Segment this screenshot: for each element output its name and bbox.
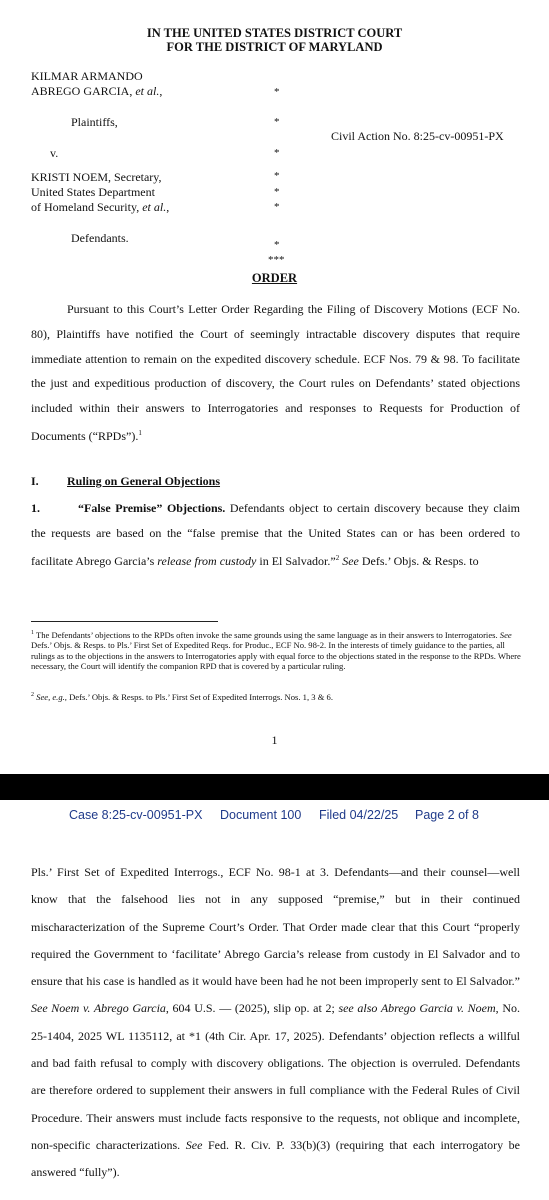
page2-paragraph (31, 859, 520, 1187)
section-heading: Ruling on General Objections (67, 474, 221, 488)
footnote-separator (31, 621, 218, 622)
body-text: Fed. R. Civ. P. 33(b)(3) (requiring that each interrogatory be answered “fully”). (31, 1137, 520, 1180)
footnote-text: Defs.’ Objs. & Resps. to Pls.’ First Set of Expedited Reqs. for Produc., ECF No. 98-2. In the interests of timely guidance to the parties, all rulings as to the objections in the answers to Interrogatories apply with equal force to the objections stated in the response to the RPDs. Where necessary, the Court will identify the companion RPD that is covered by a particular ruling. (31, 640, 521, 672)
footnote-mark: 2 (31, 692, 34, 698)
court-title-line-1: IN THE UNITED STATES DISTRICT COURT (146, 26, 403, 40)
defendant-name-line-3 (31, 200, 169, 214)
item-italic-text: release from custody (157, 553, 257, 568)
caption-star: * (274, 239, 280, 251)
see-signal: See (499, 629, 512, 640)
footnote-2 (31, 690, 521, 702)
see-signal: See (342, 553, 359, 568)
false-premise-paragraph (31, 496, 520, 573)
item-text: Defendants object to certain discovery because they claim the requests are based on the “false premise that the United States can or has been ordered to facilitate Abrego Garcia’s (31, 501, 520, 568)
punct: , (159, 84, 163, 98)
footnote-1 (31, 628, 521, 671)
order-title: ORDER (251, 271, 298, 285)
et-al: et al. (135, 84, 160, 98)
caption-star: * (274, 86, 280, 98)
footnote-text: , Defs.’ Objs. & Resps. to Pls.’ First Set of Expedited Interrogs. Nos. 1, 3 & 6. (64, 691, 333, 702)
intro-text: Pursuant to this Court’s Letter Order Regarding the Filing of Discovery Motions (ECF No. 80), Plaintiffs have notified the Court of seemingly intractable discovery disputes that require immediate attention to remain on the expedited discovery schedule. ECF Nos. 79 & 98. To facilitate the just and expeditious production of discovery, the Court rules on Defendants’ stated objections included within their answers to Interrogatories and responses to Requests for Production of Documents (“RPDs”). (31, 302, 520, 443)
caption-star: * (274, 186, 280, 198)
et-al: et al. (142, 200, 167, 214)
caption-triple-star: *** (268, 254, 285, 266)
header-case-number: Case 8:25-cv-00951-PX (69, 808, 203, 822)
civil-action-number: Civil Action No. 8:25-cv-00951-PX (331, 129, 504, 143)
page-divider (0, 774, 549, 800)
item-text: in El Salvador.” (256, 553, 336, 568)
page-number: 1 (271, 733, 278, 747)
see-signal: See, e.g. (34, 691, 65, 702)
header-page-count: Page 2 of 8 (415, 808, 479, 822)
defendant-name-line-1: KRISTI NOEM, Secretary, (31, 170, 162, 184)
footnote-ref-1: 1 (138, 428, 142, 437)
footnote-ref-2: 2 (335, 553, 340, 562)
versus-label: v. (50, 146, 59, 160)
footnote-mark: 1 (31, 630, 34, 636)
punct: , (166, 200, 170, 214)
header-document-number: Document 100 (220, 808, 302, 822)
item-text: Defs.’ Objs. & Resps. to (358, 553, 479, 568)
footnote-text: The Defendants’ objections to the RPDs often invoke the same grounds using the same language as in their answers to Interrogatories. (34, 629, 500, 640)
body-text: , 604 U.S. — (2025), slip op. at 2; (165, 1001, 339, 1016)
see-signal: See (185, 1137, 203, 1152)
caption-star: * (274, 170, 280, 182)
caption-star: * (274, 116, 280, 128)
defendant-agency: of Homeland Security, (31, 200, 143, 214)
plaintiff-name: ABREGO GARCIA, (31, 84, 136, 98)
plaintiffs-label: Plaintiffs, (71, 115, 118, 129)
citation-italic: see also Abrego Garcia v. Noem (338, 1001, 496, 1016)
caption-star: * (274, 147, 280, 159)
defendants-label: Defendants. (71, 231, 129, 245)
header-filed-date: Filed 04/22/25 (319, 808, 399, 822)
plaintiff-name-line-1: KILMAR ARMANDO (31, 69, 143, 83)
item-heading: “False Premise” Objections. (78, 501, 226, 515)
court-title-line-2: FOR THE DISTRICT OF MARYLAND (166, 40, 383, 54)
plaintiff-name-line-2 (31, 84, 162, 98)
defendant-name-line-2: United States Department (31, 185, 155, 199)
item-number: 1. (31, 501, 40, 515)
section-number: I. (31, 474, 39, 488)
caption-star: * (274, 201, 280, 213)
body-text: Pls.’ First Set of Expedited Interrogs., ECF No. 98-1 at 3. Defendants—and their counsel—well know that the falsehood lies not in any supposed “premise,” but in their continued mischaracterization of the Supreme Court’s Order. That Order made clear that this Court “properly required the Government to ‘facilitate’ Abrego Garcia’s release from custody in El Salvador and to ensure that his case is handled as it would have been had he not been improperly sent to El Salvador.” (31, 865, 520, 989)
body-text: , No. 25-1404, 2025 WL 1135112, at *1 (4th Cir. Apr. 17, 2025). Defendants’ objection reflects a willful and bad faith refusal to comply with discovery obligations. The objection is overruled. Defendants are therefore ordered to supplement their answers in full compliance with the Federal Rules of Civil Procedure. Their answers must include facts responsive to the requests, not oblique and incomplete, non-specific characterizations. (31, 1001, 520, 1152)
intro-paragraph (31, 297, 520, 449)
citation-italic: See Noem v. Abrego Garcia (31, 1001, 166, 1016)
